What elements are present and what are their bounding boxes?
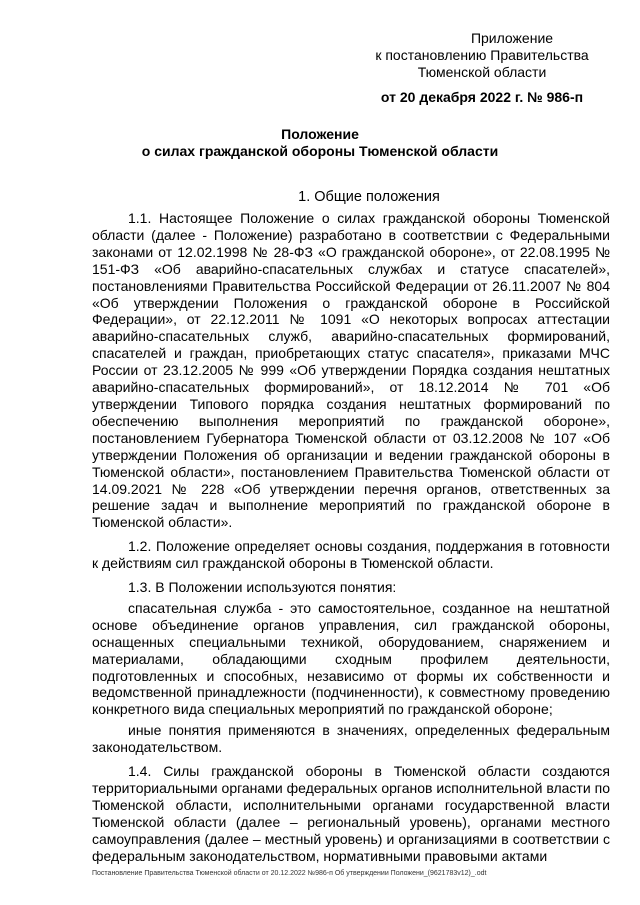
appendix-line-1: к постановлению Правительства xyxy=(375,47,589,63)
section-body xyxy=(92,210,610,872)
appendix-block xyxy=(362,30,602,106)
file-footer: Постановление Правительства Тюменской области от 20.12.2022 №986-п Об утверждении Положени_(9621783v12)_.odt xyxy=(92,870,487,877)
document-title xyxy=(0,126,640,160)
paragraph-1-4: 1.4. Силы гражданской обороны в Тюменской области создаются территориальными органами федеральных органов исполнительной власти по Тюменской области, исполнительными органами государственной власти Тюменской области (далее – региональный уровень), органами местного самоуправления (далее – местный уровень) и организациями в соответствии с федеральным законодательством, нормативными правовыми актами xyxy=(92,763,610,864)
paragraph-1-3: 1.3. В Положении используются понятия: xyxy=(128,579,397,596)
title-line-1: Положение xyxy=(281,126,359,142)
paragraph-1-1: 1.1. Настоящее Положение о силах гражданской обороны Тюменской области (далее - Положение) разработано в соответствии с Федеральными законами от 12.02.1998 № 28-ФЗ «О гражданской обороне», от 22.08.1995 № 151-ФЗ «Об аварийно-спасательных службах и статусе спасателей», постановлениями Правительства Российской Федерации от 26.11.2007 № 804 «Об утверждении Положения о гражданской обороне в Российской Федерации», от 22.12.2011 № 1091 «О некоторых вопросах аттестации аварийно-спасательных служб, аварийно-спасательных формирований, спасателей и граждан, приобретающих статус спасателя», приказами МЧС России от 23.12.2005 № 999 «Об утверждении Порядка создания нештатных аварийно-спасательных формирований», от 18.12.2014 № 701 «Об утверждении Типового порядка создания нештатных формирований по обеспечению выполнения мероприятий по гражданской обороне», постановлением Губернатора Тюменской области от 03.12.2008 № 107 «Об утверждении Положения об организации и ведении гражданской обороны в Тюменской области», постановлением Правительства Тюменской области от 14.09.2021 № 228 «Об утверждении перечня органов, ответственных за решение задач и выполнение мероприятий по гражданской обороне в Тюменской области». xyxy=(92,210,610,531)
appendix-date-number: от 20 декабря 2022 г. № 986-п xyxy=(380,89,584,105)
section-heading: 1. Общие положения xyxy=(298,189,440,205)
appendix-line-2: Тюменской области xyxy=(417,64,547,80)
definition-rescue-service: спасательная служба - это самостоятельное, созданное на нештатной основе объединение органов управления, сил гражданской обороны, оснащенных специальными техникой, оборудованием, снаряжением и материалами, обладающими сходным профилем деятельности, подготовленных и способных, независимо от формы их собственности и ведомственной принадлежности (подчиненности), к совместному проведению конкретного вида специальных мероприятий по гражданской обороне; xyxy=(92,599,610,718)
paragraph-1-2: 1.2. Положение определяет основы создания, поддержания в готовности к действиям сил гражданской обороны в Тюменской области. xyxy=(92,538,610,572)
definition-other-terms: иные понятия применяются в значениях, определенных федеральным законодательством. xyxy=(92,722,610,756)
appendix-label: Приложение xyxy=(470,30,554,46)
title-line-2: о силах гражданской обороны Тюменской области xyxy=(141,143,499,159)
